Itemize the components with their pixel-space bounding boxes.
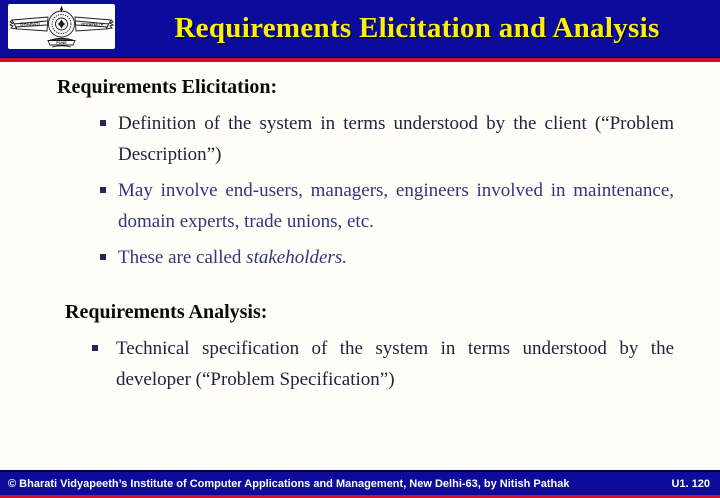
logo-left-wing-label: BHARATI (20, 21, 40, 27)
bullet-text: May involve end-users, managers, engineers involved in maintenance, domain experts, trade unions, etc. (118, 180, 674, 232)
section-heading: Requirements Elicitation: (57, 76, 278, 98)
bullet-item (65, 333, 674, 395)
bullet-text: Technical specification of the system in terms understood by the developer (“Problem Specification”) (116, 338, 674, 390)
bullet-text: Definition of the system in terms understood by the client (“Problem Description”) (118, 113, 674, 165)
logo-right-wing-label: VIDYAPEETH (80, 22, 104, 27)
stakeholders-italic: stakeholders. (246, 247, 347, 268)
bullet-item (57, 175, 674, 237)
bullet-square-icon (92, 345, 98, 351)
slide-title: Requirements Elicitation and Analysis (174, 12, 660, 44)
header-bar (0, 0, 720, 57)
footer-bar (0, 472, 720, 495)
logo-banner-label: PUNE (56, 41, 67, 46)
bullet-item (57, 108, 674, 170)
bullet-square-icon (100, 120, 106, 126)
footer-page-number: U1. 120 (671, 477, 710, 490)
section-heading: Requirements Analysis: (65, 301, 268, 323)
bullet-text: These are called stakeholders. (118, 247, 347, 268)
bullet-square-icon (100, 187, 106, 193)
bharati-vidyapeeth-logo (8, 4, 115, 49)
slide-body (0, 62, 720, 470)
university-emblem-icon (8, 4, 115, 49)
section-requirements-elicitation (57, 74, 674, 273)
bullet-square-icon (100, 254, 106, 260)
section-requirements-analysis (65, 299, 674, 395)
bullet-item (57, 242, 674, 273)
footer-copyright: © Bharati Vidyapeeth’s Institute of Computer Applications and Management, New Delhi-63, by Nitish Pathak (8, 477, 570, 490)
